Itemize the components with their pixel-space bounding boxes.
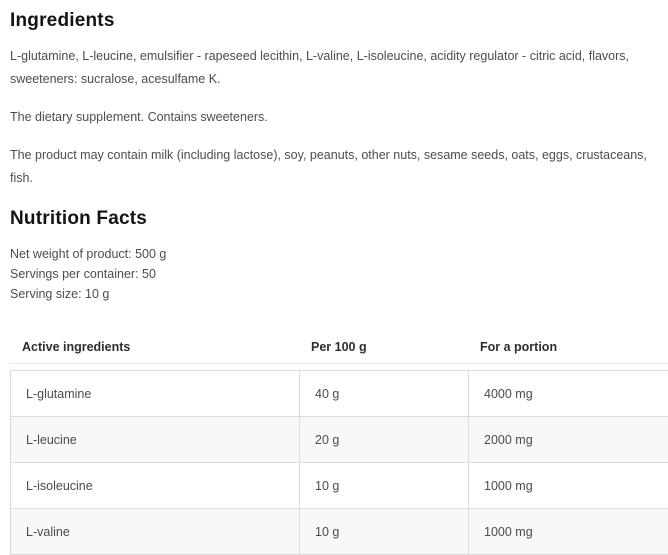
nutrition-meta	[10, 244, 668, 304]
cell-per-100g: 10 g	[300, 509, 469, 555]
supplement-note: The dietary supplement. Contains sweeteners.	[10, 106, 664, 129]
cell-per-100g: 20 g	[300, 417, 469, 463]
cell-active-ingredient: L-valine	[11, 509, 300, 555]
nutrition-table-grid	[10, 370, 668, 555]
column-header-per-100g: Per 100 g	[299, 340, 468, 354]
servings-per-container-line: Servings per container: 50	[10, 264, 668, 284]
cell-per-portion: 2000 mg	[469, 417, 668, 463]
allergen-note: The product may contain milk (including lactose), soy, peanuts, other nuts, sesame seeds, oats, eggs, crustaceans, fish.	[10, 144, 664, 190]
cell-per-100g: 40 g	[300, 371, 469, 417]
cell-per-portion: 1000 mg	[469, 509, 668, 555]
table-row	[11, 417, 668, 463]
cell-active-ingredient: L-glutamine	[11, 371, 300, 417]
nutrition-table-body	[11, 371, 668, 555]
cell-active-ingredient: L-leucine	[11, 417, 300, 463]
ingredients-heading: Ingredients	[10, 9, 668, 33]
table-row	[11, 463, 668, 509]
net-weight-line: Net weight of product: 500 g	[10, 244, 668, 264]
serving-size-line: Serving size: 10 g	[10, 284, 668, 304]
table-row	[11, 509, 668, 555]
cell-per-100g: 10 g	[300, 463, 469, 509]
column-header-for-a-portion: For a portion	[468, 340, 668, 354]
nutrition-table	[10, 330, 668, 555]
table-row	[11, 371, 668, 417]
nutrition-facts-heading: Nutrition Facts	[10, 207, 668, 231]
cell-per-portion: 4000 mg	[469, 371, 668, 417]
ingredients-composition-text: L-glutamine, L-leucine, emulsifier - rapeseed lecithin, L-valine, L-isoleucine, acidity regulator - citric acid, flavors, sweeteners: sucralose, acesulfame K.	[10, 45, 664, 91]
cell-per-portion: 1000 mg	[469, 463, 668, 509]
column-header-active-ingredients: Active ingredients	[10, 340, 299, 354]
nutrition-table-header-row	[10, 330, 668, 364]
cell-active-ingredient: L-isoleucine	[11, 463, 300, 509]
